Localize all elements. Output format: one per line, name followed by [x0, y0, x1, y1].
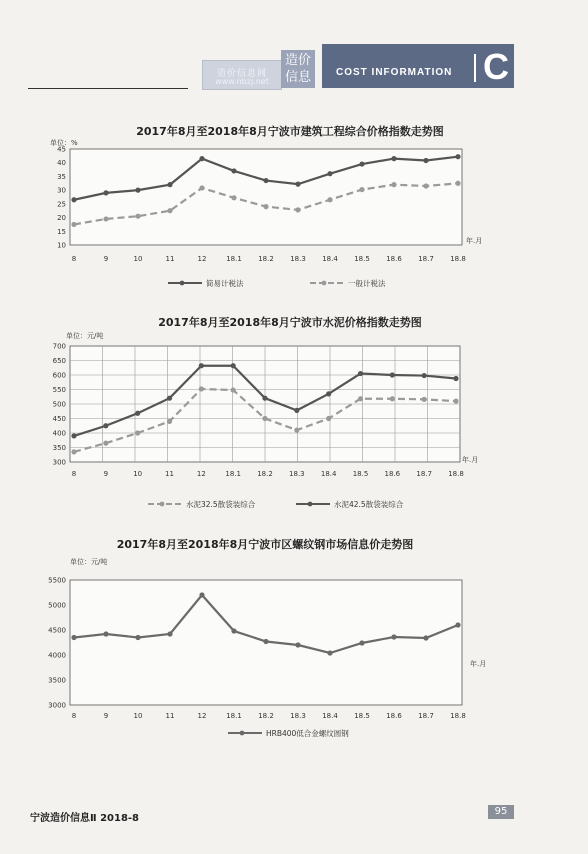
data-point [295, 642, 300, 647]
y-tick-label: 4000 [48, 651, 66, 660]
x-tick-label: 18.8 [448, 470, 464, 478]
x-axis-label: 年.月 [470, 660, 487, 668]
y-tick-label: 20 [57, 214, 66, 223]
x-tick-label: 18.2 [257, 470, 273, 478]
data-point [453, 399, 458, 404]
header-rule [28, 88, 188, 89]
x-axis-label: 年.月 [462, 456, 479, 464]
legend-label: 水泥42.5散袋装综合 [334, 500, 404, 509]
page-number: 95 [488, 805, 514, 819]
y-tick-label: 40 [57, 159, 66, 168]
data-point [167, 631, 172, 636]
x-tick-label: 10 [133, 712, 143, 720]
data-point [231, 628, 236, 633]
chart-title: 2017年8月至2018年8月宁波市区螺纹钢市场信息价走势图 [116, 538, 414, 551]
y-axis-unit-label: 单位：元/吨 [66, 332, 104, 340]
x-tick-label: 18.4 [320, 470, 337, 478]
x-tick-label: 18.1 [226, 255, 242, 263]
data-point [390, 396, 395, 401]
site-logo-url: www.nbzj.net [215, 77, 269, 86]
x-tick-label: 12 [197, 712, 207, 720]
publication-name: 宁波造价信息Ⅱ 2018-8 [30, 813, 140, 824]
legend-label: 一般计税法 [348, 279, 386, 288]
data-point [199, 592, 204, 597]
x-tick-label: 8 [71, 470, 77, 478]
y-axis-unit-label: 单位：元/吨 [70, 558, 108, 566]
y-tick-label: 30 [57, 186, 66, 195]
x-tick-label: 18.3 [290, 255, 306, 263]
section-banner [322, 44, 514, 88]
data-point [262, 416, 267, 421]
y-tick-label: 450 [52, 415, 66, 423]
plot-area [70, 149, 462, 245]
x-tick-label: 18.7 [416, 470, 432, 478]
data-point [135, 411, 140, 416]
data-point [71, 197, 76, 202]
x-tick-label: 18.5 [354, 712, 370, 720]
y-tick-label: 4500 [48, 626, 66, 635]
x-tick-label: 9 [103, 470, 109, 478]
data-point [199, 156, 204, 161]
legend-marker [160, 502, 165, 507]
data-point [453, 376, 458, 381]
data-point [199, 386, 204, 391]
data-point [391, 156, 396, 161]
data-point [326, 391, 331, 396]
data-point [103, 190, 108, 195]
x-tick-label: 18.3 [289, 470, 305, 478]
x-tick-label: 18.5 [352, 470, 369, 478]
data-point [103, 216, 108, 221]
data-point [423, 158, 428, 163]
legend-marker [322, 281, 327, 286]
data-point [358, 396, 363, 401]
y-tick-label: 700 [52, 342, 66, 351]
data-point [167, 182, 172, 187]
legend-label: 水泥32.5散袋装综合 [186, 500, 256, 509]
data-point [263, 639, 268, 644]
data-point [327, 171, 332, 176]
legend-marker [180, 281, 185, 286]
cost-info-badge [281, 50, 315, 88]
legend-label: 简易计税法 [206, 279, 244, 288]
x-tick-label: 12 [197, 255, 207, 263]
x-axis-label: 年.月 [466, 237, 483, 245]
y-tick-label: 3000 [48, 701, 66, 710]
x-tick-label: 18.2 [258, 255, 274, 263]
y-tick-label: 600 [52, 371, 66, 380]
data-point [71, 449, 76, 454]
data-point [359, 640, 364, 645]
data-point [359, 161, 364, 166]
data-point [327, 650, 332, 655]
data-point [231, 168, 236, 173]
data-point [167, 419, 172, 424]
data-point [103, 441, 108, 446]
data-point [135, 214, 140, 219]
y-tick-label: 45 [57, 145, 66, 154]
x-tick-label: 18.8 [450, 712, 466, 720]
data-point [231, 195, 236, 200]
x-tick-label: 9 [103, 712, 109, 720]
x-tick-label: 18.6 [384, 470, 401, 478]
x-tick-label: 18.6 [386, 712, 402, 720]
data-point [326, 416, 331, 421]
data-point [295, 182, 300, 187]
data-point [262, 396, 267, 401]
data-point [199, 363, 204, 368]
data-point [455, 181, 460, 186]
rebar-price-chart [0, 530, 588, 740]
x-tick-label: 18.7 [418, 712, 434, 720]
x-tick-label: 11 [165, 255, 175, 263]
legend-label: HRB400低合金螺纹圆钢 [266, 729, 349, 738]
data-point [263, 178, 268, 183]
y-tick-label: 35 [57, 172, 66, 181]
x-tick-label: 10 [133, 470, 143, 478]
data-point [167, 396, 172, 401]
y-axis-unit-label: 单位：% [50, 139, 78, 147]
data-point [390, 372, 395, 377]
y-tick-label: 5000 [48, 601, 66, 610]
x-tick-label: 18.3 [290, 712, 306, 720]
data-point [199, 185, 204, 190]
y-tick-label: 400 [52, 429, 66, 438]
data-point [422, 397, 427, 402]
x-tick-label: 8 [71, 712, 77, 720]
y-tick-label: 550 [52, 386, 66, 394]
data-point [294, 428, 299, 433]
cost-info-badge-line1: 造价 [284, 53, 311, 68]
data-point [103, 423, 108, 428]
y-tick-label: 5500 [48, 576, 66, 585]
x-tick-label: 18.2 [258, 712, 274, 720]
x-tick-label: 8 [71, 255, 77, 263]
data-point [359, 187, 364, 192]
cost-info-badge-line2: 信息 [284, 70, 311, 85]
x-tick-label: 9 [103, 255, 109, 263]
site-logo-text: 造价信息网 [216, 69, 267, 79]
section-banner-divider [474, 54, 476, 82]
composite-price-index-chart [0, 115, 588, 295]
cement-price-index-chart [0, 308, 588, 518]
x-tick-label: 18.4 [322, 712, 338, 720]
x-tick-label: 12 [196, 470, 206, 478]
x-tick-label: 18.7 [418, 255, 434, 263]
data-point [422, 373, 427, 378]
data-point [294, 408, 299, 413]
y-tick-label: 10 [57, 241, 66, 250]
x-tick-label: 10 [133, 255, 143, 263]
data-point [135, 430, 140, 435]
y-tick-label: 3500 [48, 676, 66, 685]
data-point [135, 188, 140, 193]
y-tick-label: 500 [52, 400, 66, 409]
y-tick-label: 25 [57, 200, 66, 209]
chart-title: 2017年8月至2018年8月宁波市水泥价格指数走势图 [158, 316, 422, 329]
section-banner-title: COST INFORMATION [336, 67, 453, 78]
data-point [391, 182, 396, 187]
legend-marker [240, 731, 245, 736]
data-point [263, 204, 268, 209]
data-point [231, 387, 236, 392]
x-tick-label: 18.4 [322, 255, 338, 263]
data-point [423, 635, 428, 640]
x-tick-label: 18.5 [354, 255, 370, 263]
data-point [71, 222, 76, 227]
data-point [71, 635, 76, 640]
data-point [423, 183, 428, 188]
x-tick-label: 18.8 [450, 255, 466, 263]
data-point [71, 433, 76, 438]
data-point [231, 363, 236, 368]
data-point [327, 197, 332, 202]
data-point [391, 634, 396, 639]
data-point [455, 154, 460, 159]
data-point [295, 207, 300, 212]
x-tick-label: 11 [165, 712, 175, 720]
x-tick-label: 18.1 [225, 470, 241, 478]
data-point [455, 622, 460, 627]
x-tick-label: 11 [165, 470, 174, 478]
y-tick-label: 650 [52, 357, 66, 365]
data-point [103, 631, 108, 636]
chart-title: 2017年8月至2018年8月宁波市建筑工程综合价格指数走势图 [136, 125, 444, 138]
x-tick-label: 18.1 [226, 712, 242, 720]
site-logo [202, 60, 282, 90]
data-point [167, 208, 172, 213]
y-tick-label: 350 [52, 444, 66, 452]
data-point [135, 635, 140, 640]
x-tick-label: 18.6 [386, 255, 402, 263]
data-point [358, 371, 363, 376]
y-tick-label: 300 [52, 458, 66, 467]
section-letter: C [483, 46, 509, 87]
y-tick-label: 15 [57, 227, 66, 236]
legend-marker [308, 502, 313, 507]
